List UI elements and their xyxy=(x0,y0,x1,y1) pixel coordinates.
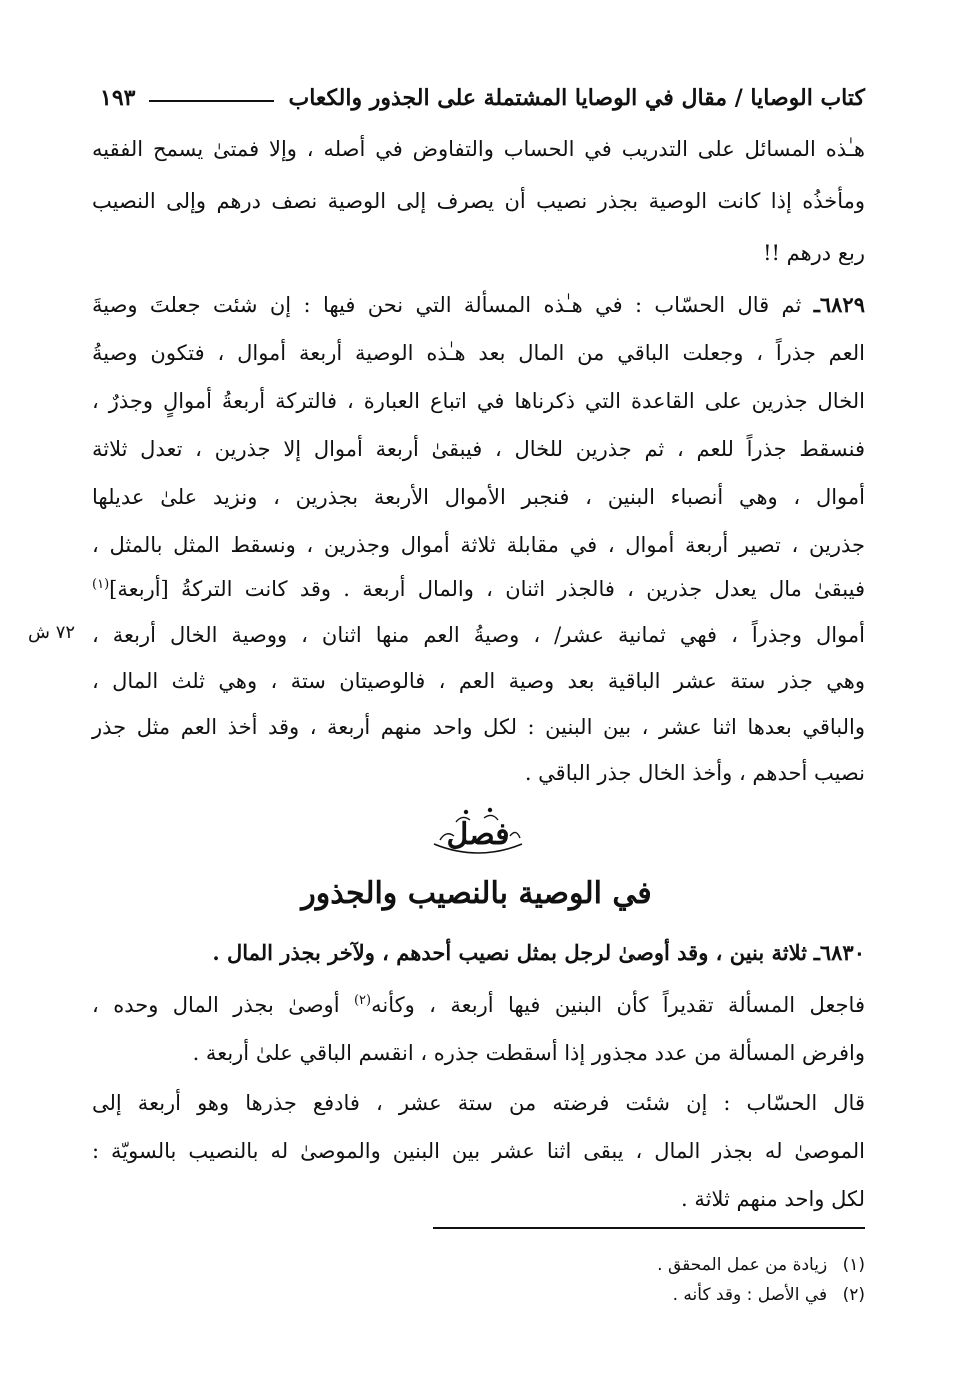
text-line: الموصىٰ له بجذر المال ، يبقى اثنا عشر بين البنين والموصىٰ له بالنصيب بالسويّة : xyxy=(92,1139,865,1163)
text-line: وافرض المسألة من عدد مجذور إذا أسقطت جذره ، انقسم الباقي علىٰ أربعة . xyxy=(192,1041,865,1065)
section-title: في الوصية بالنصيب والجذور xyxy=(301,876,652,911)
text-line: ربع درهم !! xyxy=(763,241,865,265)
footnote-mark: (١) xyxy=(842,1255,865,1275)
text-line-with-footnote xyxy=(92,982,865,1028)
text-line: والباقي بعدها اثنا عشر ، بين البنين : لكل واحد منهم أربعة ، وقد أخذ العم مثل جذر xyxy=(92,715,865,739)
footnote-ref-2[interactable]: (٢) xyxy=(353,993,372,1008)
text-line: جذرين ، تصير أربعة أموال ، في مقابلة ثلاثة أموال وجذرين ، ونسقط المثل بالمثل ، xyxy=(92,533,865,557)
text-run: فاجعل المسألة تقديراً كأن البنين فيها أربعة ، وكأنه xyxy=(371,993,865,1017)
footnote-divider xyxy=(433,1227,865,1229)
paragraph-number: ٦٨٢٩ـ xyxy=(813,292,865,317)
text-line: أموال وجذراً ، فهي ثمانية عشر/ ، وصيةُ العم منها اثنان ، ووصية الخال أربعة ، xyxy=(92,623,865,647)
ornament-word: فصل xyxy=(446,817,510,852)
header-title: كتاب الوصايا / مقال في الوصايا المشتملة على الجذور والكعاب xyxy=(288,85,865,111)
footnote-text: زيادة من عمل المحقق . xyxy=(657,1255,828,1275)
text-line: وهي جذر ستة عشر الباقية بعد وصية العم ، فالوصيتان ستة ، وهي ثلث المال ، xyxy=(92,669,865,693)
paragraph-6829-first-line xyxy=(92,282,865,328)
text-run: فيبقىٰ مال يعدل جذرين ، فالجذر اثنان ، والمال أربعة . وقد كانت التركةُ [أربعة] xyxy=(109,577,865,601)
page-number: ١٩٣ xyxy=(100,85,136,111)
text-run-bold: ثلاثة بنين ، وقد أوصىٰ لرجل بمثل نصيب أحدهم ، ولآخر بجذر المال . xyxy=(212,940,808,965)
text-line-with-footnote xyxy=(92,566,865,612)
text-line: لكل واحد منهم ثلاثة . xyxy=(681,1187,865,1211)
footnote-1 xyxy=(657,1250,865,1280)
text-line: هـٰذه المسائل على التدريب في الحساب والتفاوض في أصله ، وإلا فمتىٰ يسمح الفقيه xyxy=(92,137,865,161)
running-header xyxy=(100,78,865,118)
text-run: ثم قال الحسّاب : في هـٰذه المسألة التي نحن فيها : إن شئت جعلتَ وصيةَ xyxy=(92,293,802,317)
text-line: قال الحسّاب : إن شئت فرضته من ستة عشر ، فادفع جذرها وهو أربعة إلى xyxy=(92,1091,865,1115)
text-line: فنسقط جذراً للعم ، ثم جذرين للخال ، فيبقىٰ أربعة أموال إلا جذرين ، تعدل ثلاثة xyxy=(92,437,865,461)
paragraph-6830 xyxy=(92,930,865,976)
paragraph-number: ٦٨٣٠ـ xyxy=(813,940,865,965)
text-line: العم جذراً ، وجعلت الباقي من المال بعد هـٰذه الوصية أربعة أموال ، فتكون وصيةُ xyxy=(92,341,865,365)
text-line: نصيب أحدهم ، وأخذ الخال جذر الباقي . xyxy=(524,761,865,785)
text-run: أوصىٰ بجذر المال وحده ، xyxy=(92,993,340,1017)
text-line: ومأخذُه إذا كانت الوصية بجذر نصيب أن يصرف إلى الوصية نصف درهم وإلى النصيب xyxy=(92,189,865,213)
header-rule xyxy=(149,100,274,102)
footnote-ref-1[interactable]: (١) xyxy=(92,577,110,592)
footnote-2 xyxy=(673,1280,865,1310)
text-line: أموال ، وهي أنصباء البنين ، فنجبر الأموال الأربعة بجذرين ، ونزيد علىٰ عديلها xyxy=(92,485,865,509)
text-line: الخال جذرين على القاعدة التي ذكرناها في اتباع العبارة ، فالتركة أربعةُ أموالٍ وجذرٌ ، xyxy=(92,389,865,413)
section-ornament xyxy=(426,800,530,864)
footnote-text: في الأصل : وقد كأنه . xyxy=(672,1285,828,1305)
margin-folio-note: ٧٢ ش xyxy=(28,622,76,643)
footnote-mark: (٢) xyxy=(842,1285,865,1305)
